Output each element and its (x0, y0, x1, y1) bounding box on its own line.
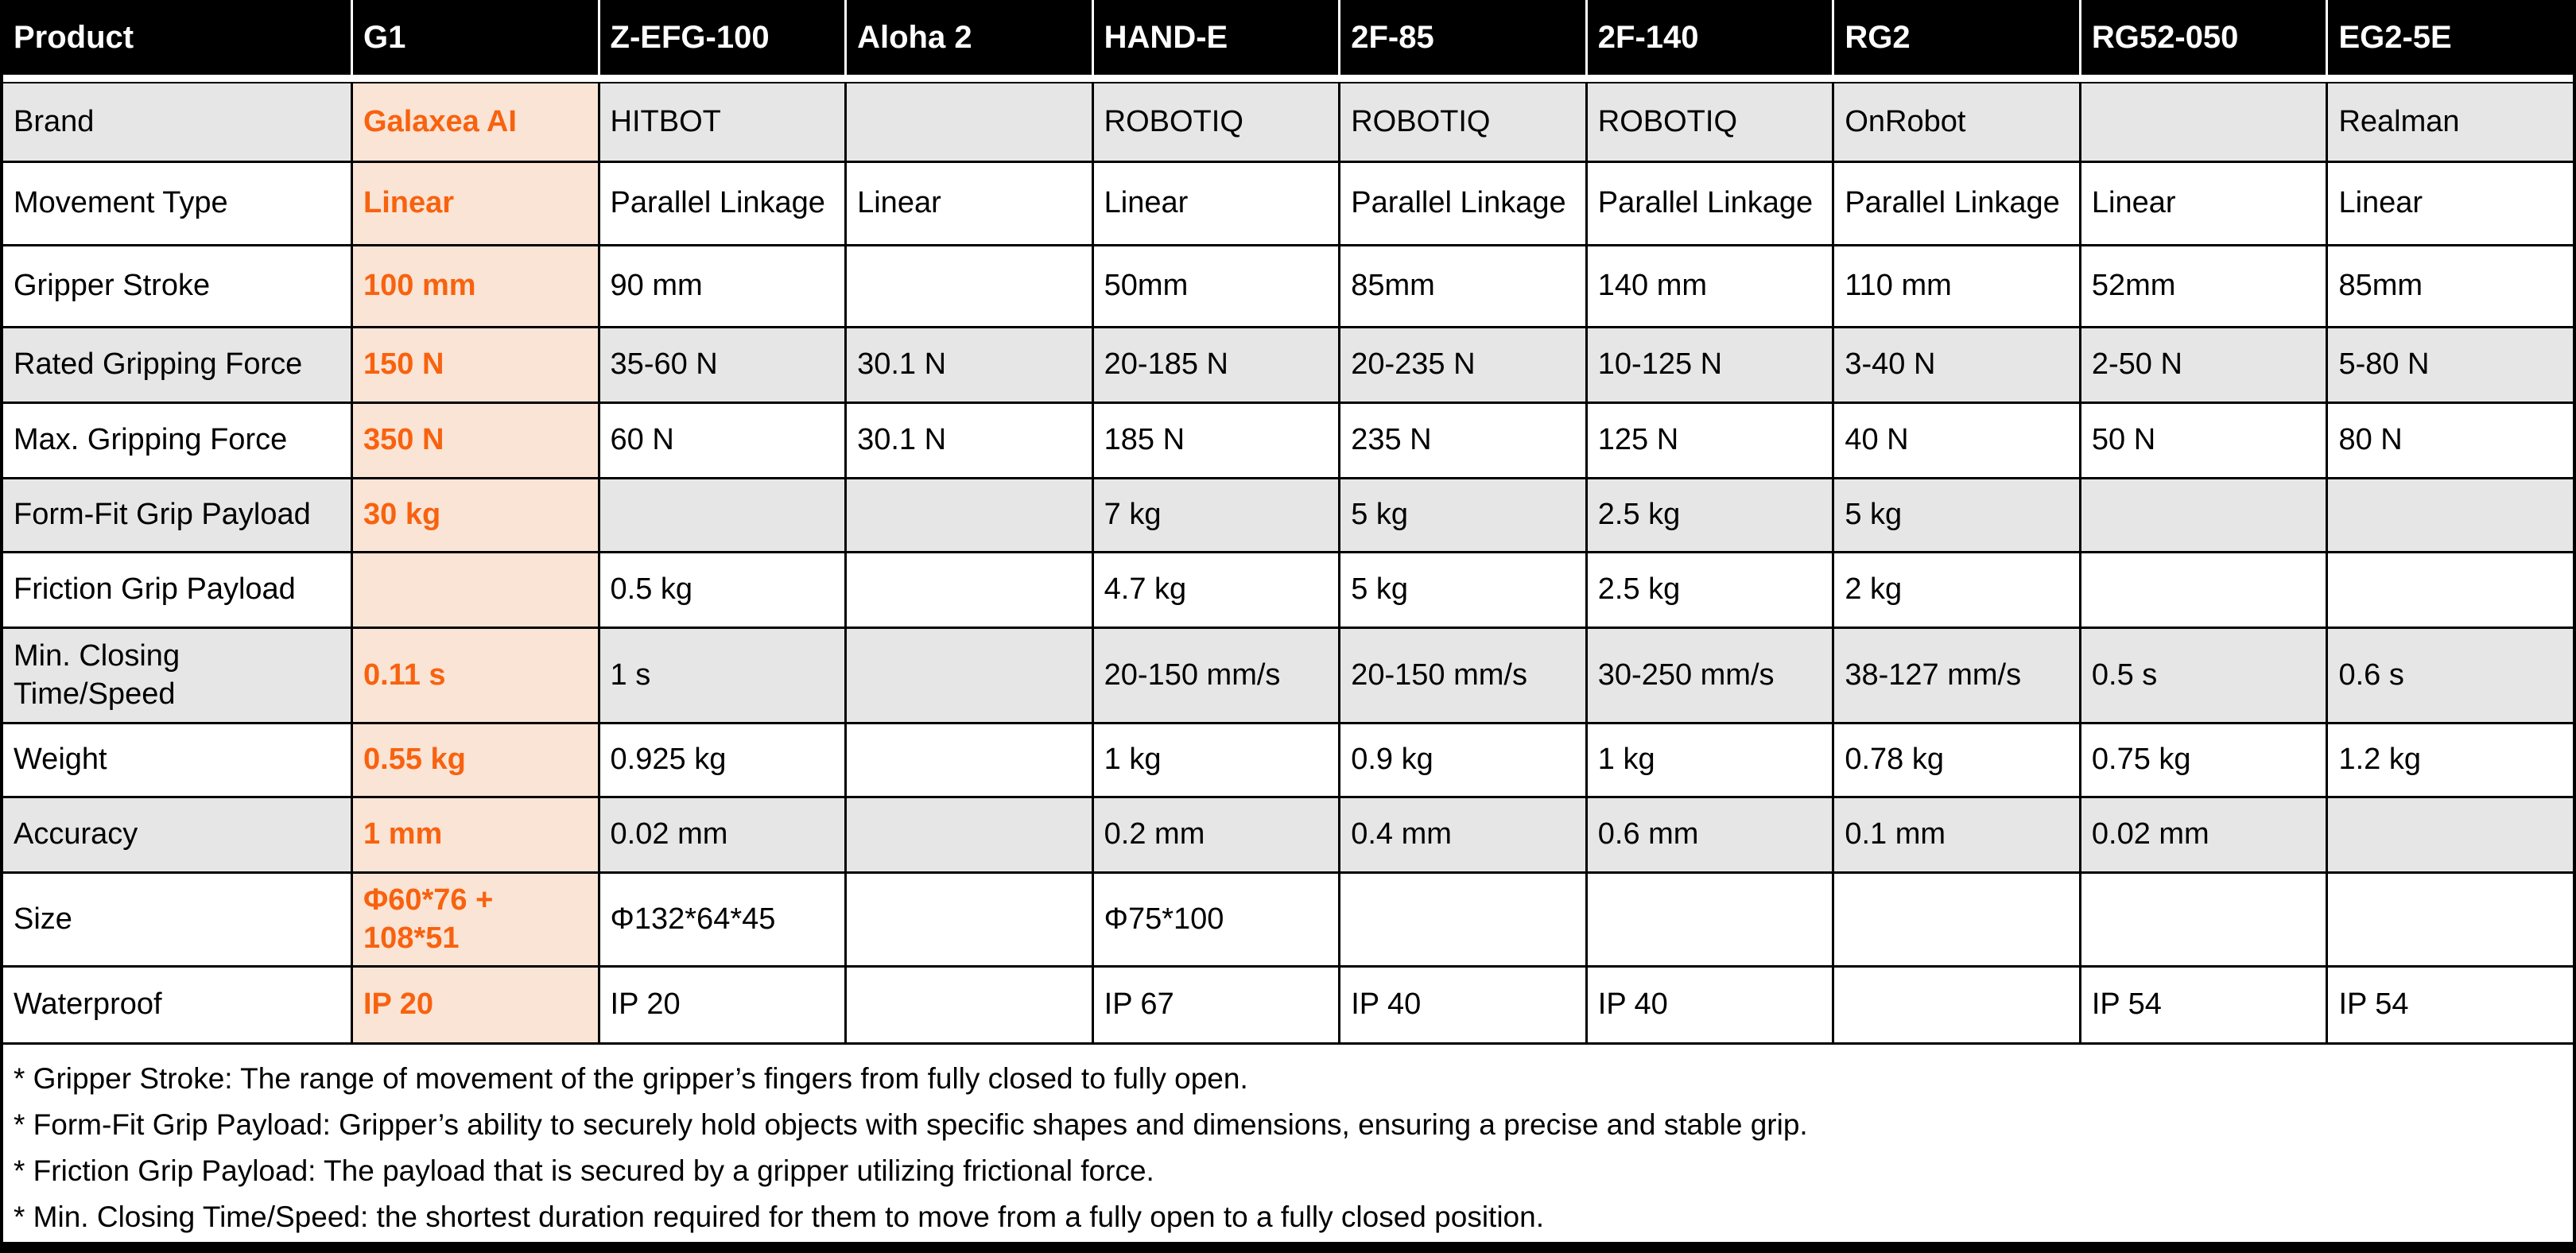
product-header-rg2: RG2 (1832, 0, 2079, 75)
table-cell: IP 54 (2079, 968, 2326, 1042)
row-label: Max. Gripping Force (14, 423, 288, 457)
table-cell: 1 s (598, 629, 845, 722)
table-row (3, 626, 2573, 722)
table-cell: 3-40 N (1832, 328, 2079, 402)
table-cell: 80 N (2326, 404, 2573, 477)
row-label: Size (14, 902, 72, 936)
table-cell (844, 553, 1092, 626)
table-row (3, 965, 2573, 1042)
table-cell: 35-60 N (598, 328, 845, 402)
table-cell: IP 40 (1338, 968, 1585, 1042)
table-cell (844, 724, 1092, 796)
table-cell: 1 mm (351, 798, 598, 871)
table-cell (2326, 553, 2573, 626)
table-cell: 110 mm (1832, 246, 2079, 326)
table-cell: Linear (2079, 163, 2326, 244)
table-cell: 100 mm (351, 246, 598, 326)
table-cell: ROBOTIQ (1338, 83, 1585, 161)
table-cell: 140 mm (1585, 246, 1833, 326)
table-row (3, 477, 2573, 551)
table-cell: 350 N (351, 404, 598, 477)
footnote-line: * Min. Closing Time/Speed: the shortest duration required for them to move from a fully open to a fully closed position. (14, 1201, 1544, 1233)
table-cell: Realman (2326, 83, 2573, 161)
table-cell: 0.6 mm (1585, 798, 1833, 871)
table-cell: 30.1 N (844, 404, 1092, 477)
table-cell: 2.5 kg (1585, 553, 1833, 626)
table-cell: 0.5 kg (598, 553, 845, 626)
table-cell: 7 kg (1092, 479, 1339, 551)
footnote-line: * Form-Fit Grip Payload: Gripper’s ability to securely hold objects with specific shapes and dimensions, ensuring a precise and stable grip. (14, 1108, 1808, 1141)
product-header-2f-140: 2F-140 (1585, 0, 1833, 75)
table-cell: 2-50 N (2079, 328, 2326, 402)
table-cell: 20-150 mm/s (1338, 629, 1585, 722)
product-header-rg52-050: RG52-050 (2079, 0, 2326, 75)
table-cell: Parallel Linkage (598, 163, 845, 244)
table-cell: Parallel Linkage (1832, 163, 2079, 244)
table-row (3, 722, 2573, 796)
table-cell: 85mm (1338, 246, 1585, 326)
table-cell: 235 N (1338, 404, 1585, 477)
product-header-hand-e: HAND-E (1092, 0, 1339, 75)
table-body (3, 82, 2573, 1042)
table-row (3, 83, 2573, 161)
product-header-eg2-5e: EG2-5E (2326, 0, 2573, 75)
row-label: Min. Closing Time/Speed (3, 629, 351, 722)
table-cell: 20-185 N (1092, 328, 1339, 402)
table-cell: IP 54 (2326, 968, 2573, 1042)
table-cell: IP 40 (1585, 968, 1833, 1042)
table-cell (2326, 479, 2573, 551)
table-cell: 20-235 N (1338, 328, 1585, 402)
table-cell: 5 kg (1832, 479, 2079, 551)
table-cell: 30-250 mm/s (1585, 629, 1833, 722)
table-cell: 20-150 mm/s (1092, 629, 1339, 722)
table-cell: 5-80 N (2326, 328, 2573, 402)
table-cell: Φ60*76 + 108*51 (351, 874, 598, 965)
table-cell (1832, 874, 2079, 965)
row-label: Brand (3, 83, 351, 161)
table-cell: Linear (844, 163, 1092, 244)
table-cell: 0.02 mm (598, 798, 845, 871)
table-cell (844, 246, 1092, 326)
table-row (3, 402, 2573, 477)
table-cell: Φ132*64*45 (598, 874, 845, 965)
table-cell: HITBOT (598, 83, 845, 161)
row-label: Weight (14, 743, 107, 777)
table-cell: Linear (351, 163, 598, 244)
table-cell (2079, 479, 2326, 551)
table-cell (1832, 968, 2079, 1042)
table-cell: 0.925 kg (598, 724, 845, 796)
table-cell: 10-125 N (1585, 328, 1833, 402)
table-cell: 0.2 mm (1092, 798, 1339, 871)
table-cell: 0.5 s (2079, 629, 2326, 722)
table-row (3, 551, 2573, 626)
table-cell: IP 67 (1092, 968, 1339, 1042)
row-label: Form-Fit Grip Payload (3, 479, 351, 551)
product-header-aloha-2: Aloha 2 (844, 0, 1092, 75)
product-header-g1: G1 (351, 0, 598, 75)
table-cell: 90 mm (598, 246, 845, 326)
table-cell (844, 629, 1092, 722)
table-cell: Linear (1092, 163, 1339, 244)
row-label: Friction Grip Payload (14, 572, 296, 607)
table-cell: Parallel Linkage (1338, 163, 1585, 244)
table-row (3, 326, 2573, 402)
table-cell: 50 N (2079, 404, 2326, 477)
table-cell (2326, 798, 2573, 871)
table-row (3, 871, 2573, 965)
table-cell (2079, 553, 2326, 626)
table-cell: 0.02 mm (2079, 798, 2326, 871)
row-label: Waterproof (14, 987, 162, 1022)
table-cell: 0.4 mm (1338, 798, 1585, 871)
table-cell: 52mm (2079, 246, 2326, 326)
table-cell (844, 798, 1092, 871)
table-header-row (0, 0, 2576, 75)
header-separator (3, 75, 2573, 82)
table-cell (598, 479, 845, 551)
product-header-2f-85: 2F-85 (1338, 0, 1585, 75)
table-cell: Linear (2326, 163, 2573, 244)
table-cell: 0.75 kg (2079, 724, 2326, 796)
table-row (3, 244, 2573, 326)
table-cell (2326, 874, 2573, 965)
table-cell: 5 kg (1338, 479, 1585, 551)
table-cell: 0.78 kg (1832, 724, 2079, 796)
table-cell: 30 kg (351, 479, 598, 551)
product-header-z-efg-100: Z-EFG-100 (598, 0, 845, 75)
table-cell: 185 N (1092, 404, 1339, 477)
row-label: Rated Gripping Force (3, 328, 351, 402)
table-cell: ROBOTIQ (1585, 83, 1833, 161)
table-cell: 60 N (598, 404, 845, 477)
footnote-line: * Gripper Stroke: The range of movement of the gripper’s fingers from fully closed to fully open. (14, 1062, 1248, 1095)
table-cell: 38-127 mm/s (1832, 629, 2079, 722)
product-corner-header: Product (14, 19, 134, 55)
table-cell: 2 kg (1832, 553, 2079, 626)
table-cell: 85mm (2326, 246, 2573, 326)
table-cell (2079, 874, 2326, 965)
table-cell (2079, 83, 2326, 161)
table-cell: 1.2 kg (2326, 724, 2573, 796)
table-cell: 150 N (351, 328, 598, 402)
table-cell (1338, 874, 1585, 965)
footnotes-section (3, 1042, 2573, 1242)
table-cell: 0.1 mm (1832, 798, 2079, 871)
table-cell: IP 20 (351, 968, 598, 1042)
table-cell: 50mm (1092, 246, 1339, 326)
table-cell: Parallel Linkage (1585, 163, 1833, 244)
table-cell (844, 479, 1092, 551)
table-cell: 0.11 s (351, 629, 598, 722)
row-label: Movement Type (14, 186, 228, 220)
row-label: Gripper Stroke (14, 269, 211, 303)
table-row (3, 796, 2573, 871)
table-cell: 1 kg (1585, 724, 1833, 796)
table-cell: 125 N (1585, 404, 1833, 477)
table-cell: ROBOTIQ (1092, 83, 1339, 161)
table-cell: 5 kg (1338, 553, 1585, 626)
table-cell: 0.9 kg (1338, 724, 1585, 796)
table-cell (844, 83, 1092, 161)
table-cell: 0.6 s (2326, 629, 2573, 722)
table-cell: 4.7 kg (1092, 553, 1339, 626)
table-cell (351, 553, 598, 626)
table-cell: 40 N (1832, 404, 2079, 477)
table-cell (1585, 874, 1833, 965)
table-cell (844, 968, 1092, 1042)
table-cell: 1 kg (1092, 724, 1339, 796)
footnote-line: * Friction Grip Payload: The payload that is secured by a gripper utilizing frictional force. (14, 1154, 1154, 1187)
table-cell: OnRobot (1832, 83, 2079, 161)
table-cell: 0.55 kg (351, 724, 598, 796)
table-cell: IP 20 (598, 968, 845, 1042)
table-cell (844, 874, 1092, 965)
table-row (3, 161, 2573, 244)
table-cell: Galaxea AI (351, 83, 598, 161)
row-label: Accuracy (3, 798, 351, 871)
table-cell: Φ75*100 (1092, 874, 1339, 965)
table-cell: 30.1 N (844, 328, 1092, 402)
table-cell: 2.5 kg (1585, 479, 1833, 551)
